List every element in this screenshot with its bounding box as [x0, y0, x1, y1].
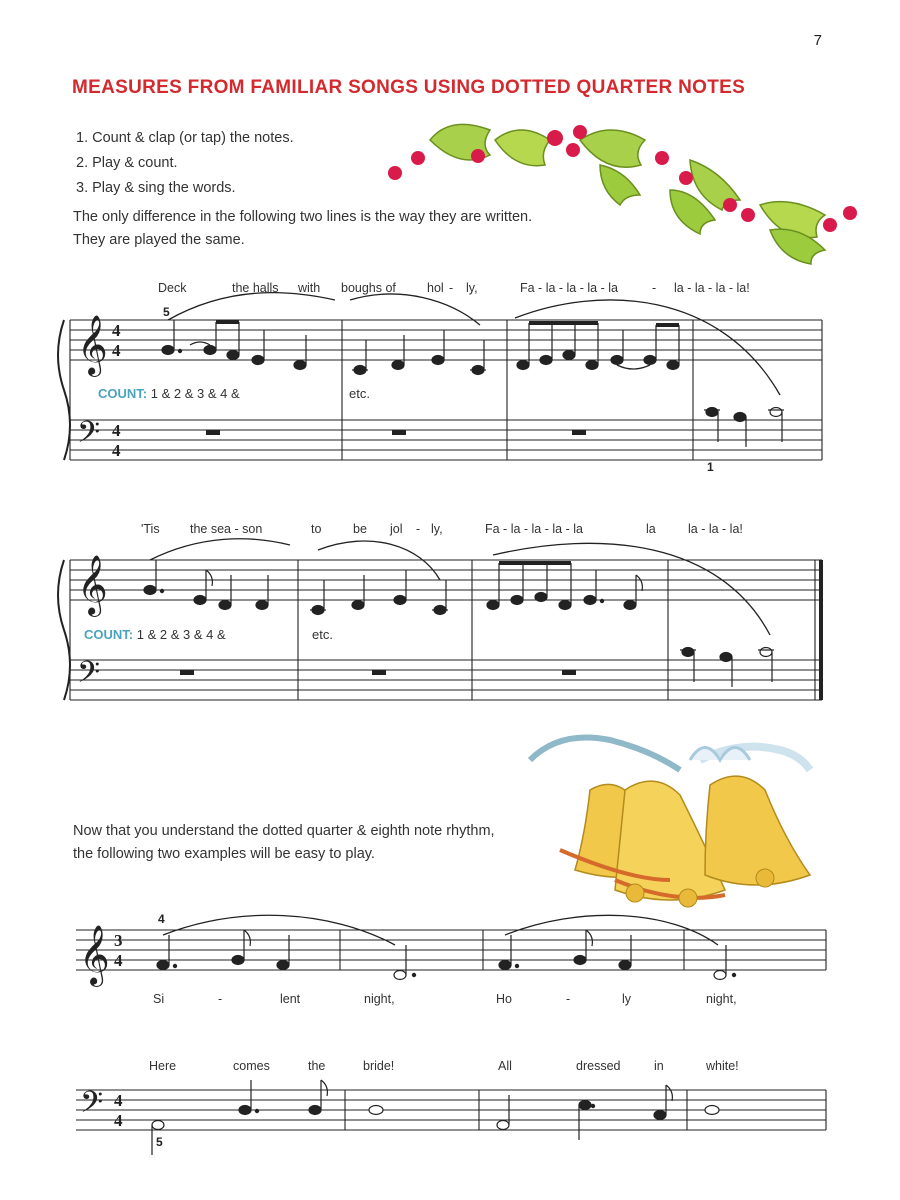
lyric: -	[566, 992, 571, 1006]
time-signature	[114, 1091, 123, 1130]
lyric: be	[353, 522, 367, 536]
bass-clef-icon: 𝄢	[77, 416, 101, 457]
lyric: bride!	[363, 1059, 395, 1073]
finger-number: 5	[156, 1135, 163, 1149]
svg-text:4: 4	[112, 441, 121, 460]
lyric: -	[218, 992, 223, 1006]
finger-number: 4	[158, 912, 165, 926]
lyric: Fa - la - la - la - la	[520, 281, 618, 295]
rhythm-intro-1: Now that you understand the dotted quarter & eighth note rhythm,	[73, 823, 495, 839]
lyric: All	[498, 1059, 512, 1073]
lyric: with	[298, 281, 321, 295]
count-label: COUNT:	[98, 386, 148, 401]
lyric: lent	[280, 992, 301, 1006]
count-label: COUNT:	[84, 627, 134, 642]
svg-text:4: 4	[114, 1091, 123, 1110]
lyric: the	[308, 1059, 326, 1073]
lyric: jol	[390, 522, 403, 536]
lyric: the sea - son	[190, 522, 263, 536]
lyric: night,	[364, 992, 395, 1006]
lyric: Fa - la - la - la - la	[485, 522, 583, 536]
lyric: -	[449, 281, 454, 295]
lyric: ly,	[431, 522, 443, 536]
lyric: Deck	[158, 281, 187, 295]
lyric: Si	[153, 992, 165, 1006]
lyric: ly,	[466, 281, 478, 295]
lyric: boughs of	[341, 281, 396, 295]
bass-clef-icon: 𝄢	[80, 1086, 104, 1127]
finger-number: 1	[707, 460, 714, 474]
lyric: the halls	[232, 281, 279, 295]
lyric: Ho	[496, 992, 512, 1006]
lyric: 'Tis	[141, 522, 160, 536]
bass-clef-icon: 𝄢	[77, 656, 101, 697]
lyric: la - la - la - la!	[674, 281, 750, 295]
lyric: -	[416, 522, 421, 536]
etc-label: etc.	[349, 386, 370, 401]
page-title: MEASURES FROM FAMILIAR SONGS USING DOTTED QUARTER NOTES	[72, 77, 746, 98]
count-text: 1 & 2 & 3 & 4 &	[136, 627, 226, 642]
treble-clef-icon: 𝄞	[77, 555, 108, 615]
instruction-3: 3. Play & sing the words.	[76, 180, 236, 196]
lyric: Here	[149, 1059, 177, 1073]
lyric: la	[646, 522, 656, 536]
lyric: la - la - la!	[688, 522, 743, 536]
page-number: 7	[813, 32, 822, 49]
lyric: night,	[706, 992, 737, 1006]
intro-line-1: The only difference in the following two lines is the way they are written.	[73, 209, 533, 225]
treble-clef-icon: 𝄞	[79, 925, 110, 985]
lyric: dressed	[576, 1059, 621, 1073]
lyric: ly	[622, 992, 632, 1006]
svg-text:4: 4	[112, 341, 121, 360]
instruction-2: 2. Play & count.	[76, 155, 178, 171]
svg-text:4: 4	[112, 421, 121, 440]
svg-text:4: 4	[114, 951, 123, 970]
etc-label: etc.	[312, 627, 333, 642]
lyric: comes	[233, 1059, 270, 1073]
count-text: 1 & 2 & 3 & 4 &	[150, 386, 240, 401]
finger-number: 5	[163, 305, 170, 319]
svg-text:3: 3	[114, 931, 123, 950]
lyric: white!	[706, 1059, 739, 1073]
lyric: to	[311, 522, 322, 536]
rhythm-intro-2: the following two examples will be easy to play.	[73, 846, 375, 862]
intro-line-2: They are played the same.	[73, 232, 245, 248]
svg-text:4: 4	[112, 321, 121, 340]
lyric: -	[652, 281, 657, 295]
lyric: hol	[427, 281, 444, 295]
treble-clef-icon: 𝄞	[77, 315, 108, 375]
instruction-1: 1. Count & clap (or tap) the notes.	[76, 130, 294, 146]
svg-text:4: 4	[114, 1111, 123, 1130]
lyric: in	[654, 1059, 664, 1073]
